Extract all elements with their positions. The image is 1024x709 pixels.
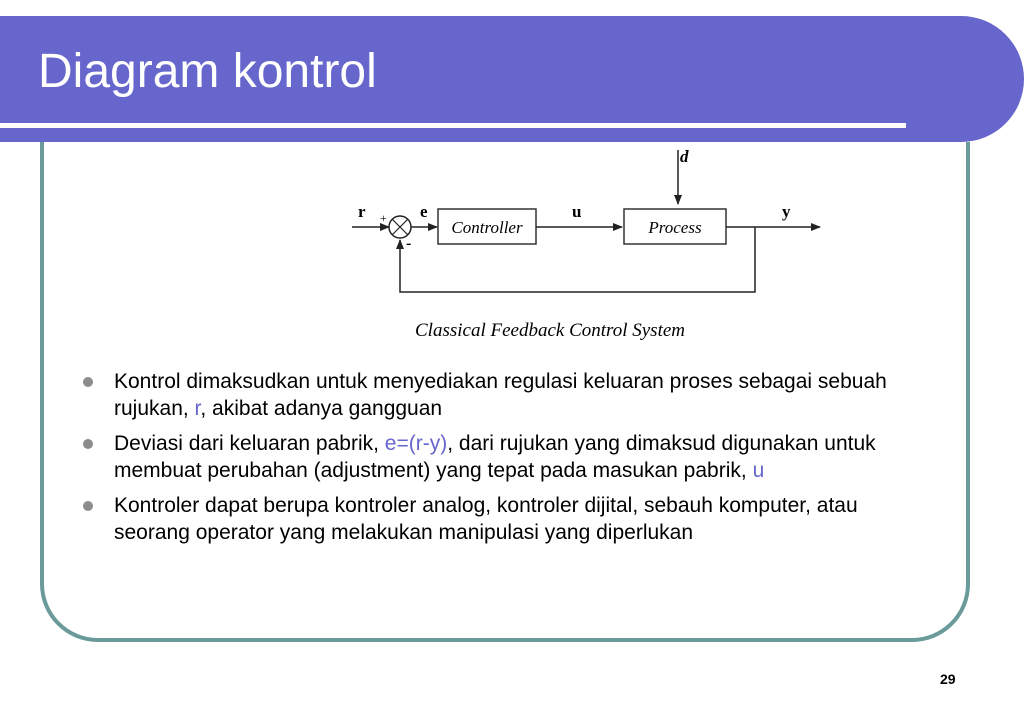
slide-title: Diagram kontrol <box>38 45 377 98</box>
bullet-text: , dari rujukan yang dimaksud digunakan untuk membuat perubahan (adjustment) yang tepat pada masukan pabrik, <box>114 432 876 482</box>
diagram-caption: Classical Feedback Control System <box>415 320 685 341</box>
bullet-list <box>80 368 920 554</box>
bullet-dot-icon <box>83 377 93 387</box>
bullet-item <box>80 430 920 484</box>
feedback-control-diagram <box>340 140 840 350</box>
sum-minus-sign: - <box>406 235 412 252</box>
title-underline <box>0 123 906 128</box>
bullet-highlight: r <box>194 397 201 420</box>
page-number: 29 <box>940 671 956 687</box>
signal-y-label: y <box>782 202 791 221</box>
bullet-item <box>80 368 920 422</box>
bullet-highlight: u <box>752 459 765 482</box>
bullet-highlight: e=(r-y) <box>384 432 448 455</box>
bullet-text: , akibat adanya gangguan <box>200 397 443 420</box>
signal-r-label: r <box>358 202 366 221</box>
bullet-item <box>80 492 920 546</box>
bullet-dot-icon <box>83 501 93 511</box>
bullet-text: Deviasi dari keluaran pabrik, <box>114 432 385 455</box>
bullet-text: Kontroler dapat berupa kontroler analog, kontroler dijital, sebauh komputer, atau seorang operator yang melakukan manipulasi yang diperlukan <box>114 494 858 544</box>
signal-d-label: d <box>680 147 689 166</box>
bullet-text: Kontrol dimaksudkan untuk menyediakan regulasi keluaran proses sebagai sebuah rujukan, <box>114 370 887 420</box>
signal-u-label: u <box>572 202 582 221</box>
process-label: Process <box>648 218 702 237</box>
bullet-dot-icon <box>83 439 93 449</box>
signal-e-label: e <box>420 202 428 221</box>
sum-plus-sign: + <box>380 211 387 225</box>
controller-label: Controller <box>451 218 523 237</box>
